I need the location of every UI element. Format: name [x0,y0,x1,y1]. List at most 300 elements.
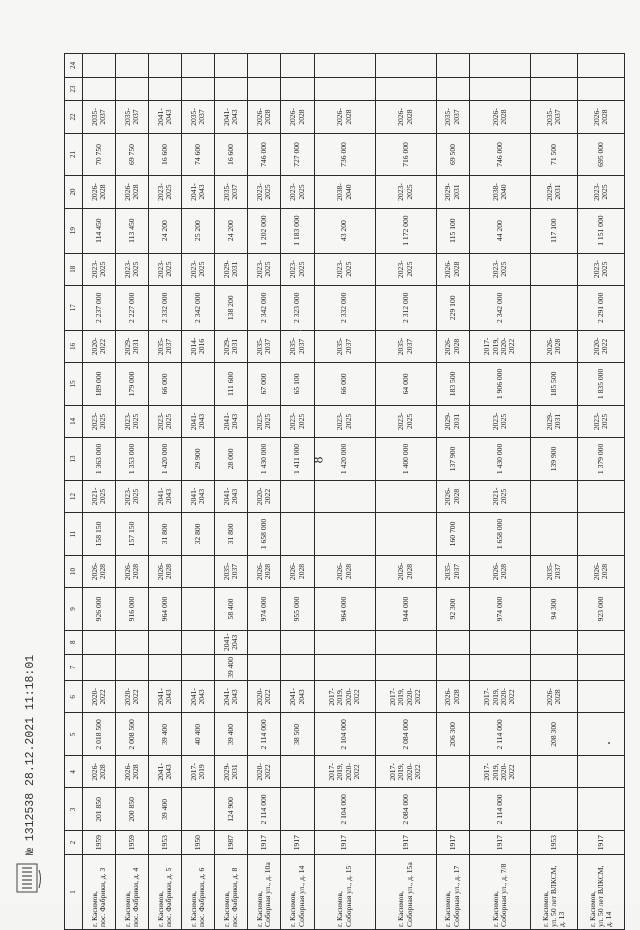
table-cell: 2023- 2025 [248,253,281,285]
table-cell: 2020- 2022 [248,756,281,788]
table-cell [215,77,248,101]
table-cell: 189 000 [83,362,116,405]
table-cell [577,756,624,788]
table-cell: 115 100 [436,208,469,253]
table-cell [530,77,577,101]
table-cell: 201 850 [83,788,116,831]
table-cell: 1 658 000 [469,513,530,556]
column-number-cell: 10 [65,555,83,587]
table-cell: 2017- 2019, 2020- 2022 [375,756,436,788]
table-cell: 70 750 [83,133,116,176]
table-cell [182,77,215,101]
table-cell [182,588,215,631]
table-cell: 2029- 2031 [530,176,577,208]
table-cell: 1917 [281,831,314,855]
table-cell: 1 400 000 [375,438,436,481]
table-cell [182,555,215,587]
column-number-cell: 16 [65,330,83,362]
address-cell: г. Касимов, Соборная ул., д. 10а [248,854,281,929]
table-cell: 2 104 000 [314,713,375,756]
table-cell: 2026- 2028 [83,555,116,587]
column-number-cell: 3 [65,788,83,831]
table-cell [375,513,436,556]
table-cell: 2026- 2028 [469,101,530,133]
column-number-cell: 13 [65,438,83,481]
table-cell [182,54,215,78]
table-cell [375,480,436,512]
column-number-cell: 8 [65,630,83,654]
table-cell: 1917 [577,831,624,855]
table-row [215,54,248,930]
table-cell: 2035- 2037 [248,330,281,362]
table-cell: 2023- 2025 [375,176,436,208]
table-cell: 2029- 2031 [436,176,469,208]
table-row [469,54,530,930]
table-cell: 94 300 [530,588,577,631]
table-cell: 2020- 2022 [83,330,116,362]
table-cell: 206 300 [436,713,469,756]
table-cell: 2026- 2028 [530,681,577,713]
table-cell: 2 114 000 [248,788,281,831]
table-cell: 2 104 000 [314,788,375,831]
table-cell: 2026- 2028 [281,101,314,133]
table-cell: 1917 [248,831,281,855]
table-cell: 111 600 [215,362,248,405]
table-cell: 1 430 000 [469,438,530,481]
table-cell [83,654,116,681]
table-cell: 25 200 [182,208,215,253]
table-cell: 58 400 [215,588,248,631]
address-cell: г. Касимов, пос. Фабрики, д. 4 [116,854,149,929]
table-cell: 1953 [530,831,577,855]
table-cell [248,630,281,654]
table-cell: 2026- 2028 [375,555,436,587]
table-cell: 74 600 [182,133,215,176]
table-cell [530,285,577,330]
table-cell: 1917 [436,831,469,855]
table-cell: 2029- 2031 [530,405,577,437]
table-cell: 1 363 000 [83,438,116,481]
table-cell: 2041- 2043 [182,176,215,208]
table-cell: 1 658 000 [248,513,281,556]
table-cell: 158 150 [83,513,116,556]
table-cell [116,630,149,654]
column-number-cell: 15 [65,362,83,405]
table-cell [530,54,577,78]
table-cell: 944 000 [375,588,436,631]
column-number-cell: 12 [65,480,83,512]
table-cell: 1 420 000 [149,438,182,481]
table-cell [577,513,624,556]
table-cell: 2041- 2043 [149,480,182,512]
table-cell: 1 430 000 [248,438,281,481]
table-cell [149,54,182,78]
table-cell [530,788,577,831]
table-cell: 1953 [149,831,182,855]
table-cell [314,654,375,681]
address-cell: г. Касимов, Соборная ул., д. 17 [436,854,469,929]
table-cell [530,756,577,788]
table-cell: 2 332 000 [314,285,375,330]
address-cell: г. Касимов, ул. 50 лет ВЛКСМ, д. 13 [530,854,577,929]
table-cell [577,54,624,78]
table-cell: 2 084 000 [375,788,436,831]
table-cell: 44 200 [469,208,530,253]
table-cell: 38 500 [281,713,314,756]
table-cell [281,630,314,654]
table-cell: 2041- 2043 [182,480,215,512]
table-cell: 67 000 [248,362,281,405]
table-cell [281,654,314,681]
table-cell: 31 800 [149,513,182,556]
table-cell [577,681,624,713]
table-cell: 746 000 [469,133,530,176]
table-cell [248,77,281,101]
table-cell: 2023- 2025 [281,253,314,285]
table-cell: 29 900 [182,438,215,481]
table-cell: 2014- 2016 [182,330,215,362]
table-cell [436,654,469,681]
table-cell: 28 000 [215,438,248,481]
table-cell: 2 227 000 [116,285,149,330]
table-cell [281,54,314,78]
table-cell: 32 800 [182,513,215,556]
column-number-cell: 17 [65,285,83,330]
address-cell: г. Касимов, Соборная ул., д. 14 [281,854,314,929]
table-cell: 1 172 000 [375,208,436,253]
scan-speck [608,742,610,744]
table-row [83,54,116,930]
table-cell: 2023- 2025 [83,253,116,285]
header-row [65,54,83,930]
table-cell: 2041- 2043 [215,480,248,512]
table-cell [577,630,624,654]
table-cell [248,54,281,78]
column-number-cell: 9 [65,588,83,631]
table-cell: 24 200 [215,208,248,253]
table-cell: 39 400 [215,654,248,681]
table-cell: 2041- 2043 [215,405,248,437]
table-cell: 1987 [215,831,248,855]
table-cell [314,480,375,512]
table-cell: 1959 [116,831,149,855]
address-cell: г. Касимов, Соборная ул., д. 15 [314,854,375,929]
table-cell: 926 000 [83,588,116,631]
table-cell: 2038- 2040 [469,176,530,208]
table-cell: 964 000 [314,588,375,631]
address-cell: г. Касимов, пос. Фабрики, д. 6 [182,854,215,929]
table-cell: 2041- 2043 [182,681,215,713]
table-cell: 736 000 [314,133,375,176]
table-cell [314,513,375,556]
table-cell: 2026- 2028 [116,756,149,788]
table-row [375,54,436,930]
table-cell: 2026- 2028 [314,101,375,133]
table-cell: 2035- 2037 [116,101,149,133]
table-cell [577,77,624,101]
table-cell: 2029- 2031 [215,756,248,788]
table-cell: 964 000 [149,588,182,631]
column-number-cell: 22 [65,101,83,133]
column-number-cell: 23 [65,77,83,101]
table-cell: 1 411 000 [281,438,314,481]
table-row [281,54,314,930]
table-cell: 200 850 [116,788,149,831]
table-cell: 2 237 000 [83,285,116,330]
table-cell [83,77,116,101]
table-cell: 2023- 2025 [375,253,436,285]
table-cell: 2017- 2019, 2020- 2022 [469,681,530,713]
address-cell: г. Касимов, ул. 50 лет ВЛКСМ, д. 14 [577,854,624,929]
table-cell [182,788,215,831]
table-cell: 2023- 2025 [149,253,182,285]
table-cell [314,77,375,101]
table-cell: 2017- 2019, 2020- 2022 [314,681,375,713]
registration-stamp [14,600,54,900]
table-cell: 2 323 000 [281,285,314,330]
table-cell: 2023- 2025 [182,253,215,285]
table-row [577,54,624,930]
table-cell: 39 400 [149,713,182,756]
table-cell: 2035- 2037 [530,101,577,133]
table-cell: 160 700 [436,513,469,556]
table-cell [530,630,577,654]
table-cell [281,756,314,788]
table-cell [375,77,436,101]
table-cell: 2026- 2028 [314,555,375,587]
table-cell [182,362,215,405]
table-cell: 1 420 000 [314,438,375,481]
table-cell: 69 500 [436,133,469,176]
column-number-cell: 24 [65,54,83,78]
table-cell: 974 000 [469,588,530,631]
column-number-cell: 11 [65,513,83,556]
table-cell: 2029- 2031 [116,330,149,362]
table-cell: 2023- 2025 [116,480,149,512]
table-cell: 2035- 2037 [530,555,577,587]
table-cell: 2035- 2037 [281,330,314,362]
column-number-cell: 19 [65,208,83,253]
table-cell [149,630,182,654]
table-cell: 16 600 [149,133,182,176]
table-cell [248,654,281,681]
table-cell: 2020- 2022 [83,681,116,713]
table-cell: 69 750 [116,133,149,176]
table-cell: 138 200 [215,285,248,330]
table-cell: 2035- 2037 [215,555,248,587]
table-cell: 2023- 2025 [281,176,314,208]
table-cell: 66 000 [314,362,375,405]
table-cell: 2020- 2022 [577,330,624,362]
table-cell: 208 300 [530,713,577,756]
table-cell: 2035- 2037 [149,330,182,362]
table-cell: 114 450 [83,208,116,253]
table-row [182,54,215,930]
table-cell: 2023- 2025 [149,405,182,437]
table-cell [281,77,314,101]
table-cell: 43 200 [314,208,375,253]
table-cell: 1 379 000 [577,438,624,481]
table-cell: 2020- 2022 [116,681,149,713]
table-cell [469,630,530,654]
table-cell: 2041- 2043 [149,756,182,788]
table-cell: 2041- 2043 [215,101,248,133]
table-cell: 39 400 [149,788,182,831]
table-cell: 695 000 [577,133,624,176]
table-cell: 179 000 [116,362,149,405]
table-cell: 2 114 000 [248,713,281,756]
table-cell: 2026- 2028 [248,555,281,587]
table-cell [469,77,530,101]
table-cell: 2026- 2028 [116,555,149,587]
table-cell: 2026- 2028 [248,101,281,133]
table-cell: 66 000 [149,362,182,405]
table-cell: 2026- 2028 [577,555,624,587]
table-cell: 2023- 2025 [116,405,149,437]
table-cell: 2026- 2028 [83,176,116,208]
table-cell: 2026- 2028 [116,176,149,208]
table-cell: 2041- 2043 [215,681,248,713]
table-cell: 183 500 [436,362,469,405]
table-cell [314,54,375,78]
table-row [248,54,281,930]
table-cell: 2023- 2025 [83,405,116,437]
table-cell: 2041- 2043 [149,681,182,713]
scan-speck [300,330,301,331]
table-cell: 2023- 2025 [375,405,436,437]
table-cell: 923 000 [577,588,624,631]
table-cell: 2023- 2025 [314,405,375,437]
table-cell [577,713,624,756]
table-cell: 2 312 000 [375,285,436,330]
column-number-cell: 18 [65,253,83,285]
table-cell: 2023- 2025 [248,405,281,437]
table-cell: 39 400 [215,713,248,756]
table-cell: 2026- 2028 [83,756,116,788]
table-cell: 2023- 2025 [314,253,375,285]
table-cell: 65 100 [281,362,314,405]
table-cell [375,54,436,78]
table-cell: 24 200 [149,208,182,253]
table-cell: 2023- 2025 [248,176,281,208]
address-cell: г. Касимов, Соборная ул., д. 15а [375,854,436,929]
table-cell: 2023- 2025 [116,253,149,285]
table-cell [530,654,577,681]
table-cell: 139 900 [530,438,577,481]
table-cell [375,654,436,681]
table-row [436,54,469,930]
table-cell: 2026- 2028 [577,101,624,133]
table-cell [83,630,116,654]
table-cell: 137 900 [436,438,469,481]
table-row [530,54,577,930]
table-cell: 2023- 2025 [577,176,624,208]
table-row [116,54,149,930]
table-cell: 2026- 2028 [436,681,469,713]
table-cell: 2023- 2025 [149,176,182,208]
table-cell: 2035- 2037 [314,330,375,362]
table-cell [530,253,577,285]
table-cell: 2023- 2025 [469,405,530,437]
table-cell: 2026- 2028 [469,555,530,587]
table-cell: 2 342 000 [248,285,281,330]
column-number-cell: 1 [65,854,83,929]
table-cell: 2 008 500 [116,713,149,756]
table-cell [530,480,577,512]
table-cell: 2023- 2025 [281,405,314,437]
table-cell: 2041- 2043 [182,405,215,437]
table-cell: 1959 [83,831,116,855]
table-cell: 124 900 [215,788,248,831]
table-cell: 2017- 2019, 2020- 2022 [469,756,530,788]
table-cell: 2017- 2019, 2020- 2022 [314,756,375,788]
table-cell: 92 300 [436,588,469,631]
table-cell: 2029- 2031 [215,330,248,362]
table-cell [83,54,116,78]
table-cell: 40 400 [182,713,215,756]
table-cell [436,788,469,831]
address-cell: г. Касимов, пос. Фабрики, д. 5 [149,854,182,929]
table-cell [577,654,624,681]
table-cell: 2 114 000 [469,788,530,831]
column-number-cell: 20 [65,176,83,208]
table-cell [281,788,314,831]
table-cell: 2017- 2019, 2020- 2022 [469,330,530,362]
table-cell: 2 342 000 [469,285,530,330]
table-cell [436,630,469,654]
table-cell: 1917 [314,831,375,855]
table-cell: 2017- 2019, 2020- 2022 [375,681,436,713]
table-cell: 2 342 000 [182,285,215,330]
table-cell: 974 000 [248,588,281,631]
table-cell: 916 000 [116,588,149,631]
table-cell: 2029- 2031 [436,405,469,437]
registry-seal-icon [14,862,44,896]
table-cell [577,480,624,512]
table-cell [314,630,375,654]
table-cell [281,513,314,556]
table-cell: 2026- 2028 [436,330,469,362]
stamp-text: № 1312538 28.12.2021 11:18:01 [24,654,37,855]
page-number: 8 [310,456,326,464]
table-cell: 1 202 000 [248,208,281,253]
address-cell: г. Касимов, пос. Фабрики, д. 3 [83,854,116,929]
table-cell [530,513,577,556]
rotated-table-container [64,53,625,930]
address-cell: г. Касимов, Соборная ул., д. 7/8 [469,854,530,929]
table-cell: 2035- 2037 [83,101,116,133]
table-cell [436,77,469,101]
table-cell: 2021- 2025 [469,480,530,512]
table-cell: 2035- 2037 [436,101,469,133]
table-cell [281,480,314,512]
table-cell: 2023- 2025 [577,253,624,285]
table-cell: 2 114 000 [469,713,530,756]
table-cell: 727 000 [281,133,314,176]
table-cell: 16 600 [215,133,248,176]
table-cell [469,654,530,681]
table-cell [149,77,182,101]
table-cell [116,654,149,681]
table-cell [116,77,149,101]
table-cell: 64 000 [375,362,436,405]
table-cell: 71 500 [530,133,577,176]
table-cell: 2035- 2037 [182,101,215,133]
table-cell: 2035- 2037 [375,330,436,362]
table-cell [182,654,215,681]
table-cell: 2026- 2028 [436,253,469,285]
table-cell: 31 800 [215,513,248,556]
